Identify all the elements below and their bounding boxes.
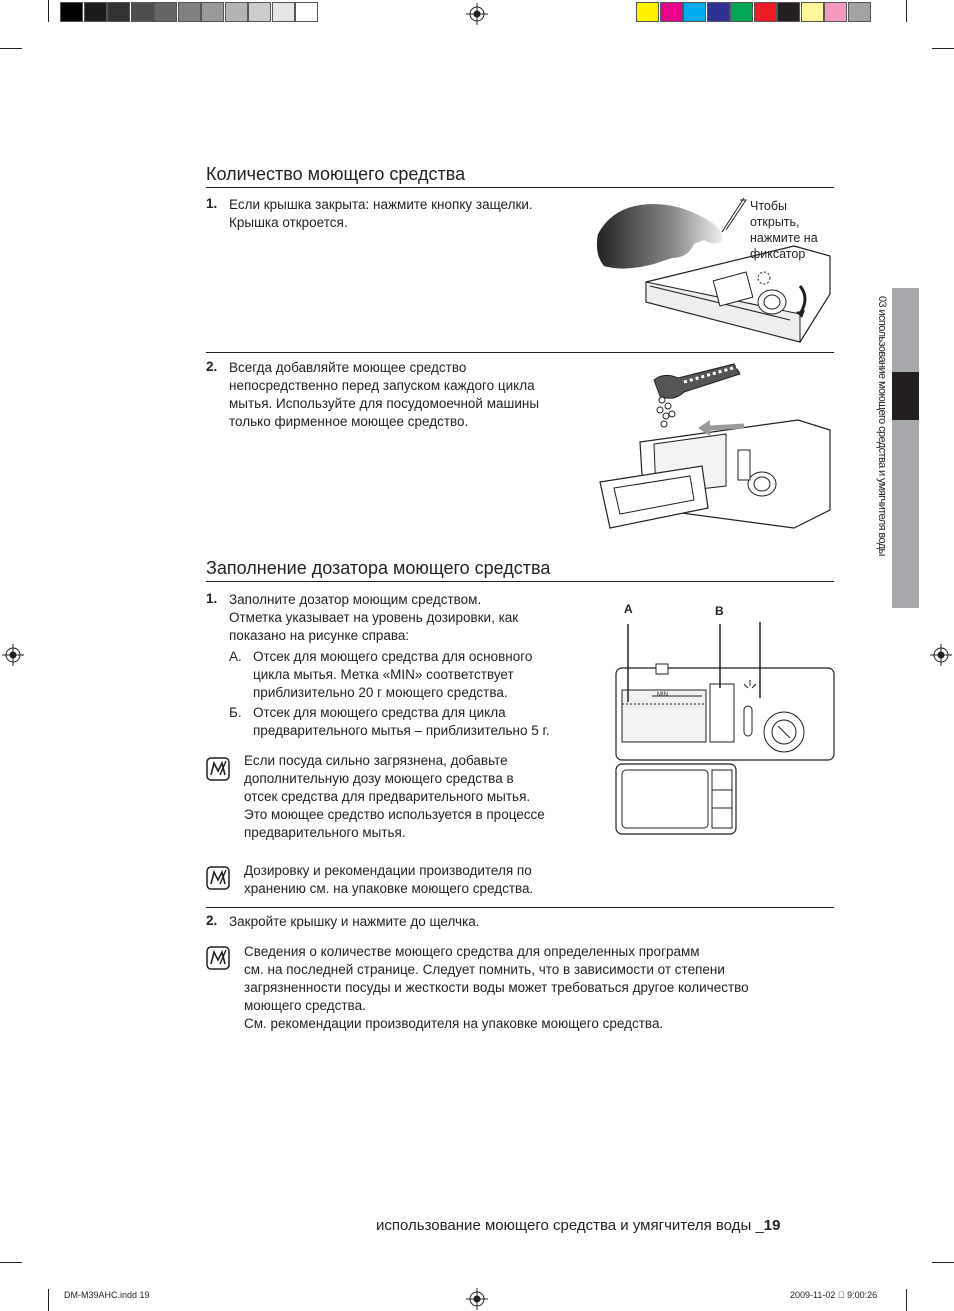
- step-text: Заполните дозатор моющим средством. Отметка указывает на уровень дозировки, как показано на рисунке справа:: [229, 592, 519, 643]
- chapter-tab-label: 03 использование моющего средства и умягчителя воды: [876, 296, 888, 556]
- step-number: 2.: [206, 359, 218, 374]
- note-text: Дозировку и рекомендации производителя по хранению см. на упаковке моющего средства.: [244, 863, 534, 896]
- note-icon: [206, 946, 230, 970]
- color-swatch: [683, 2, 706, 22]
- step-divider: [206, 907, 834, 908]
- chapter-tab: [892, 288, 919, 608]
- min-mark: MIN: [657, 692, 668, 698]
- step-number: 1.: [206, 196, 218, 211]
- list-label-a: А.: [229, 649, 242, 664]
- crop-mark: [0, 1262, 22, 1263]
- section-title-detergent-amount: Количество моющего средства: [206, 164, 466, 184]
- crop-mark: [906, 1289, 907, 1311]
- detergent-fill-illustration: [594, 358, 834, 538]
- chapter-tab-marker: [892, 372, 919, 420]
- gray-swatch: [225, 2, 248, 22]
- gray-swatch: [295, 2, 318, 22]
- diagram-label-a: A: [624, 602, 633, 616]
- registration-mark-icon: [466, 3, 488, 25]
- gray-swatch: [84, 2, 107, 22]
- gray-swatch: [272, 2, 295, 22]
- list-label-b: Б.: [229, 705, 242, 720]
- crop-mark: [932, 48, 954, 49]
- gray-swatch: [201, 2, 224, 22]
- list-item-a: Отсек для моющего средства для основного цикла мытья. Метка «MIN» соответствует приблизительно 20 г моющего средства.: [253, 649, 533, 700]
- gray-swatch: [154, 2, 177, 22]
- color-swatch: [824, 2, 847, 22]
- gray-swatch: [131, 2, 154, 22]
- step-divider: [206, 352, 834, 353]
- gray-swatch: [248, 2, 271, 22]
- registration-mark-icon: [930, 644, 952, 666]
- color-swatch: [754, 2, 777, 22]
- section-title-fill-dispenser: Заполнение дозатора моющего средства: [206, 558, 551, 578]
- section-rule: [206, 187, 834, 188]
- color-swatch: [777, 2, 800, 22]
- color-swatch: [801, 2, 824, 22]
- section-rule: [206, 581, 834, 582]
- latch-callout: Чтобы открыть, нажмите на фиксатор: [750, 199, 818, 261]
- color-swatch: [707, 2, 730, 22]
- color-swatch: [848, 2, 871, 22]
- note-icon: [206, 757, 230, 781]
- registration-mark-icon: [2, 644, 24, 666]
- page-footer: использование моющего средства и умягчителя воды _19: [376, 1217, 781, 1234]
- print-timestamp: 2009-11-02   9:00:26: [790, 1290, 878, 1300]
- diagram-label-b: B: [715, 604, 724, 618]
- gray-swatch: [178, 2, 201, 22]
- step-number: 2.: [206, 913, 218, 928]
- color-swatch: [636, 2, 659, 22]
- note-text: Сведения о количестве моющего средства для определенных программ см. на последней странице. Следует помнить, что в зависимости от степени загрязненности посуды и жесткости воды может требоваться другое количество моющего средства. См. рекомендации производителя на упаковке моющего средства.: [244, 944, 749, 1031]
- list-item-b: Отсек для моющего средства для цикла предварительного мытья – приблизительно 5 г.: [253, 705, 550, 738]
- color-swatch: [730, 2, 753, 22]
- note-text: Если посуда сильно загрязнена, добавьте дополнительную дозу моющего средства в отсек средства для предварительного мытья. Это моющее средство используется в процессе предварительного мытья.: [244, 753, 545, 840]
- file-info: DM-M39AHC.indd 19: [64, 1290, 150, 1300]
- page-number: 19: [763, 1217, 781, 1234]
- note-icon: [206, 866, 230, 890]
- crop-mark: [932, 1262, 954, 1263]
- step-number: 1.: [206, 591, 218, 606]
- crop-mark: [48, 0, 49, 22]
- registration-mark-icon: [466, 1288, 488, 1310]
- step-text: Всегда добавляйте моющее средство непосредственно перед запуском каждого цикла мытья. Используйте для посудомоечной машины только фирменное моющее средство.: [229, 360, 540, 429]
- step-text: Закройте крышку и нажмите до щелчка.: [229, 914, 480, 929]
- gray-swatch: [107, 2, 130, 22]
- crop-mark: [48, 1289, 49, 1311]
- crop-mark: [0, 48, 22, 49]
- dispenser-compartments-diagram: [612, 618, 836, 840]
- crop-mark: [906, 0, 907, 22]
- step-text: Если крышка закрыта: нажмите кнопку защелки. Крышка откроется.: [229, 197, 533, 230]
- gray-swatch: [60, 2, 83, 22]
- color-swatch: [660, 2, 683, 22]
